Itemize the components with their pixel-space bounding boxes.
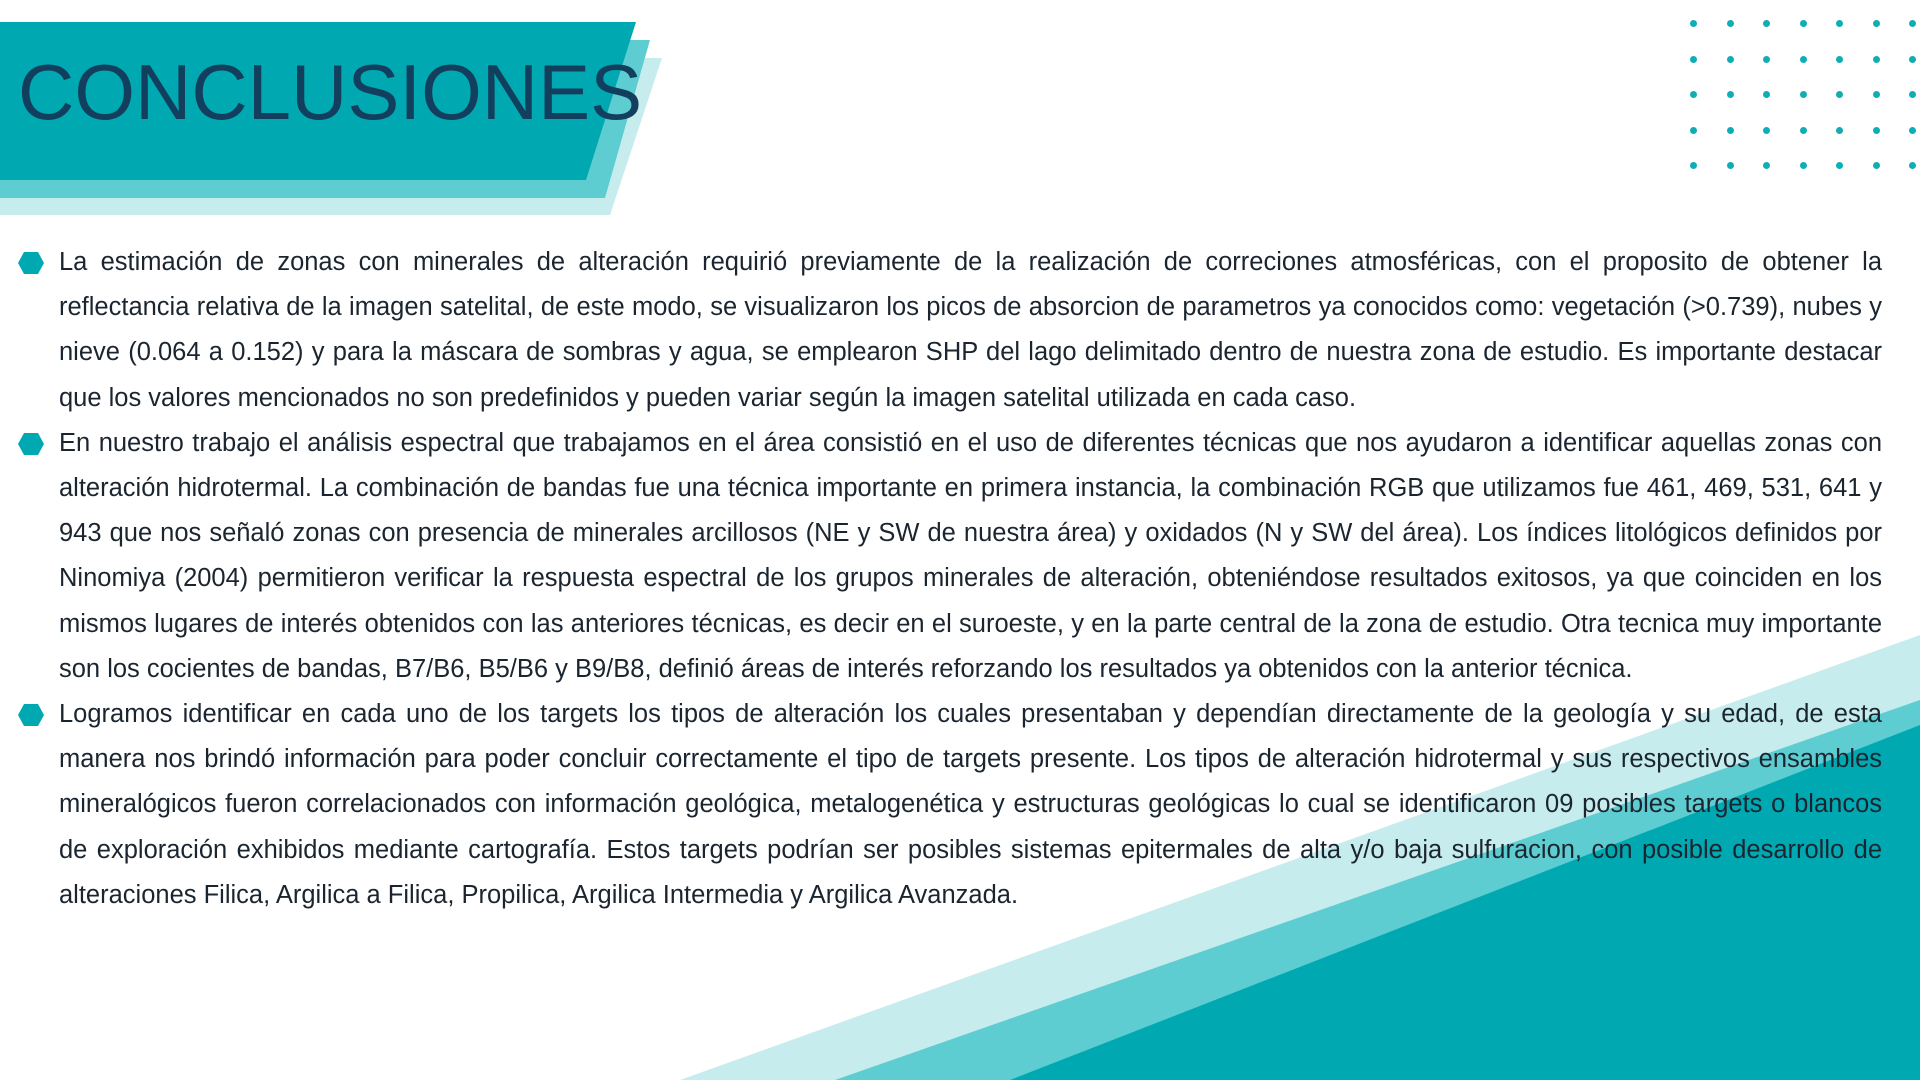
decor-dot — [1909, 20, 1916, 27]
decor-dot — [1763, 91, 1770, 98]
decor-dot — [1873, 56, 1880, 63]
decor-dot — [1800, 91, 1807, 98]
decor-dot — [1690, 56, 1697, 63]
decor-dot — [1763, 127, 1770, 134]
decor-dot — [1690, 20, 1697, 27]
hexagon-bullet-icon — [18, 252, 44, 274]
decor-dot — [1836, 20, 1843, 27]
decor-dot — [1800, 162, 1807, 169]
decor-dot — [1873, 162, 1880, 169]
decor-dot — [1800, 127, 1807, 134]
bullet-item — [18, 421, 1882, 692]
decor-dot — [1909, 162, 1916, 169]
hexagon-bullet-icon — [18, 704, 44, 726]
decor-dot — [1727, 162, 1734, 169]
decor-dot — [1763, 56, 1770, 63]
decor-dot — [1909, 91, 1916, 98]
decor-dot — [1727, 127, 1734, 134]
decor-dot — [1690, 127, 1697, 134]
bullet-list — [18, 240, 1882, 918]
decor-dot — [1836, 91, 1843, 98]
bullet-text: En nuestro trabajo el análisis espectral que trabajamos en el área consistió en el uso de diferentes técnicas que nos ayudaron a identificar aquellas zonas con alteración hidrotermal. La combinación de bandas fue una técnica importante en primera instancia, la combinación RGB que utilizamos fue 461, 469, 531, 641 y 943 que nos señaló zonas con presencia de minerales arcillosos (NE y SW de nuestra área) y oxidados (N y SW del área). Los índices litológicos definidos por Ninomiya (2004) permitieron verificar la respuesta espectral de los grupos minerales de alteración, obteniéndose resultados exitosos, ya que coinciden en los mismos lugares de interés obtenidos con las anteriores técnicas, es decir en el suroeste, y en la parte central de la zona de estudio. Otra tecnica muy importante son los cocientes de bandas, B7/B6, B5/B6 y B9/B8, definió áreas de interés reforzando los resultados ya obtenidos con la anterior técnica. — [59, 428, 1882, 683]
decor-dot — [1836, 127, 1843, 134]
decor-dot — [1800, 56, 1807, 63]
decor-dot — [1763, 162, 1770, 169]
hexagon-bullet-icon — [18, 433, 44, 455]
decor-dot — [1873, 127, 1880, 134]
decor-dot — [1727, 91, 1734, 98]
decor-dot — [1763, 20, 1770, 27]
bullet-item — [18, 692, 1882, 918]
decor-dot — [1727, 20, 1734, 27]
decor-dot — [1800, 20, 1807, 27]
slide-title: CONCLUSIONES — [18, 48, 643, 136]
bullet-text: Logramos identificar en cada uno de los targets los tipos de alteración los cuales presentaban y dependían directamente de la geología y su edad, de esta manera nos brindó información para poder concluir correctamente el tipo de targets presente. Los tipos de alteración hidrotermal y sus respectivos ensambles mineralógicos fueron correlacionados con información geológica, metalogenética y estructuras geológicas lo cual se identificaron 09 posibles targets o blancos de exploración exhibidos mediante cartografía. Estos targets podrían ser posibles sistemas epitermales de alta y/o baja sulfuracion, con posible desarrollo de alteraciones Filica, Argilica a Filica, Propilica, Argilica Intermedia y Argilica Avanzada. — [59, 700, 1882, 909]
bullet-text: La estimación de zonas con minerales de alteración requirió previamente de la realización de correciones atmosféricas, con el proposito de obtener la reflectancia relativa de la imagen satelital, de este modo, se visualizaron los picos de absorcion de parametros ya conocidos como: vegetación (>0.739), nubes y nieve (0.064 a 0.152) y para la máscara de sombras y agua, se emplearon SHP del lago delimitado dentro de nuestra zona de estudio. Es importante destacar que los valores mencionados no son predefinidos y pueden variar según la imagen satelital utilizada en cada caso. — [59, 248, 1882, 412]
decor-dot — [1873, 91, 1880, 98]
bullet-item — [18, 240, 1882, 421]
decor-dot — [1836, 162, 1843, 169]
decor-dot — [1690, 162, 1697, 169]
dot-grid — [1690, 20, 1920, 198]
decor-dot — [1909, 127, 1916, 134]
decor-dot — [1909, 56, 1916, 63]
decor-dot — [1690, 91, 1697, 98]
decor-dot — [1873, 20, 1880, 27]
decor-dot — [1727, 56, 1734, 63]
decor-dot — [1836, 56, 1843, 63]
